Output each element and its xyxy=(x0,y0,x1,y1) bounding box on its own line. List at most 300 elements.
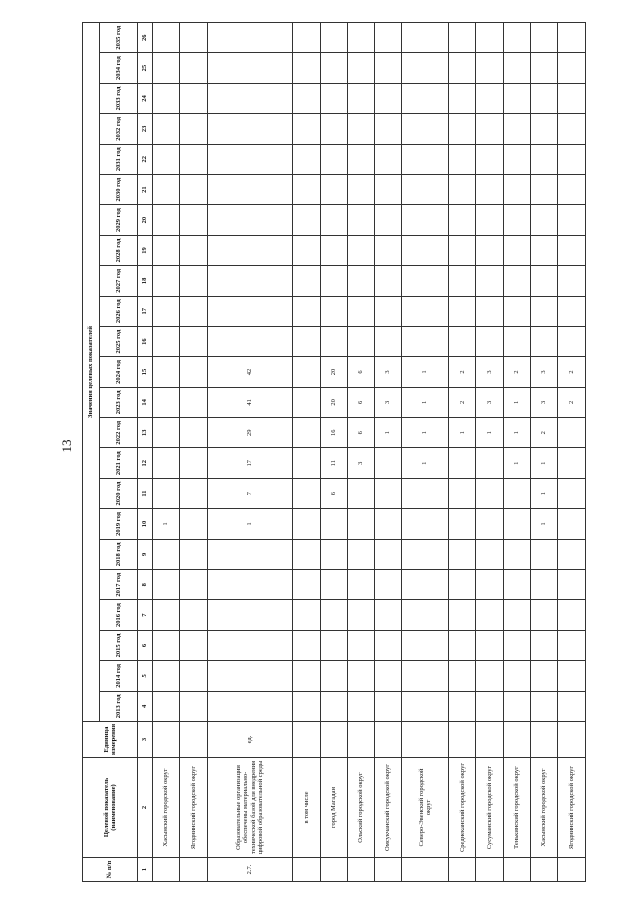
column-number: 23 xyxy=(138,114,153,144)
unit-cell xyxy=(402,722,449,758)
value-cell xyxy=(320,235,347,265)
column-number: 21 xyxy=(138,174,153,204)
indicator-name: Ольский городской округ xyxy=(347,758,374,858)
value-cell xyxy=(180,23,207,53)
value-cell xyxy=(375,661,402,691)
value-cell xyxy=(375,539,402,569)
value-cell xyxy=(207,570,293,600)
value-cell xyxy=(320,509,347,539)
value-cell xyxy=(320,83,347,113)
value-cell xyxy=(476,691,503,721)
value-cell xyxy=(558,205,585,235)
value-cell xyxy=(449,23,476,53)
value-cell xyxy=(207,266,293,296)
value-cell xyxy=(375,23,402,53)
value-cell xyxy=(180,205,207,235)
header-year: 2018 год xyxy=(100,539,138,569)
value-cell xyxy=(503,144,530,174)
value-cell xyxy=(180,357,207,387)
value-cell xyxy=(207,691,293,721)
value-cell xyxy=(476,114,503,144)
value-cell: 1 xyxy=(153,509,180,539)
value-cell: 1 xyxy=(207,509,293,539)
table-row xyxy=(449,23,476,882)
value-cell xyxy=(402,691,449,721)
value-cell xyxy=(558,53,585,83)
value-cell xyxy=(503,570,530,600)
value-cell xyxy=(293,661,320,691)
value-cell xyxy=(476,600,503,630)
value-cell xyxy=(503,630,530,660)
value-cell: 2 xyxy=(558,357,585,387)
value-cell xyxy=(476,326,503,356)
value-cell xyxy=(153,144,180,174)
value-cell xyxy=(449,509,476,539)
value-cell xyxy=(180,691,207,721)
value-cell xyxy=(153,478,180,508)
value-cell xyxy=(207,83,293,113)
value-cell xyxy=(293,174,320,204)
value-cell xyxy=(449,235,476,265)
value-cell xyxy=(558,235,585,265)
value-cell xyxy=(476,539,503,569)
column-number: 18 xyxy=(138,266,153,296)
value-cell xyxy=(375,174,402,204)
value-cell xyxy=(375,509,402,539)
value-cell xyxy=(503,661,530,691)
value-cell xyxy=(558,570,585,600)
value-cell: 29 xyxy=(207,418,293,448)
value-cell xyxy=(558,630,585,660)
value-cell xyxy=(375,326,402,356)
value-cell xyxy=(347,174,374,204)
value-cell xyxy=(347,539,374,569)
value-cell: 3 xyxy=(476,387,503,417)
table-row xyxy=(207,23,293,882)
value-cell xyxy=(449,83,476,113)
value-cell xyxy=(449,539,476,569)
indicator-name: город Магадан xyxy=(320,758,347,858)
column-number: 5 xyxy=(138,661,153,691)
value-cell xyxy=(180,174,207,204)
value-cell xyxy=(180,144,207,174)
unit-cell xyxy=(503,722,530,758)
value-cell xyxy=(530,144,557,174)
value-cell: 1 xyxy=(503,448,530,478)
value-cell xyxy=(402,539,449,569)
row-number xyxy=(153,858,180,882)
value-cell xyxy=(293,266,320,296)
value-cell xyxy=(449,114,476,144)
page-number: 13 xyxy=(59,439,74,453)
value-cell xyxy=(530,570,557,600)
value-cell xyxy=(153,53,180,83)
column-number: 10 xyxy=(138,509,153,539)
value-cell: 1 xyxy=(402,387,449,417)
value-cell xyxy=(320,661,347,691)
unit-cell xyxy=(375,722,402,758)
value-cell xyxy=(347,23,374,53)
table-row xyxy=(503,23,530,882)
indicator-name: Северо-Эвенский городской округ xyxy=(402,758,449,858)
indicator-name: Ягоднинский городской округ xyxy=(180,758,207,858)
column-number: 19 xyxy=(138,235,153,265)
row-number xyxy=(320,858,347,882)
value-cell xyxy=(320,266,347,296)
value-cell xyxy=(293,600,320,630)
column-number: 6 xyxy=(138,630,153,660)
value-cell: 3 xyxy=(375,387,402,417)
value-cell xyxy=(476,509,503,539)
indicator-name: Хасынский городской округ xyxy=(153,758,180,858)
value-cell xyxy=(558,691,585,721)
value-cell xyxy=(347,296,374,326)
value-cell xyxy=(293,235,320,265)
value-cell xyxy=(347,630,374,660)
value-cell: 3 xyxy=(530,357,557,387)
value-cell xyxy=(320,539,347,569)
header-year: 2033 год xyxy=(100,83,138,113)
value-cell xyxy=(375,478,402,508)
indicator-name: Сусуманский городской округ xyxy=(476,758,503,858)
column-number: 20 xyxy=(138,205,153,235)
value-cell: 7 xyxy=(207,478,293,508)
value-cell xyxy=(320,691,347,721)
value-cell xyxy=(293,53,320,83)
value-cell xyxy=(153,387,180,417)
value-cell: 42 xyxy=(207,357,293,387)
value-cell xyxy=(347,661,374,691)
value-cell xyxy=(530,600,557,630)
row-number xyxy=(449,858,476,882)
value-cell xyxy=(293,539,320,569)
value-cell xyxy=(530,691,557,721)
value-cell xyxy=(503,205,530,235)
value-cell xyxy=(530,174,557,204)
value-cell xyxy=(476,53,503,83)
row-number xyxy=(180,858,207,882)
value-cell xyxy=(402,83,449,113)
column-number: 4 xyxy=(138,691,153,721)
value-cell xyxy=(530,205,557,235)
value-cell xyxy=(347,691,374,721)
row-number xyxy=(476,858,503,882)
value-cell xyxy=(347,600,374,630)
header-year: 2028 год xyxy=(100,235,138,265)
value-cell xyxy=(347,266,374,296)
header-year: 2021 год xyxy=(100,448,138,478)
row-number xyxy=(347,858,374,882)
value-cell xyxy=(293,630,320,660)
header-year: 2014 год xyxy=(100,661,138,691)
value-cell: 20 xyxy=(320,357,347,387)
value-cell xyxy=(347,570,374,600)
value-cell: 17 xyxy=(207,448,293,478)
column-number: 12 xyxy=(138,448,153,478)
value-cell: 41 xyxy=(207,387,293,417)
value-cell: 1 xyxy=(530,478,557,508)
indicator-name: Омсукчанский городской округ xyxy=(375,758,402,858)
value-cell: 1 xyxy=(402,357,449,387)
value-cell xyxy=(153,570,180,600)
value-cell xyxy=(180,478,207,508)
value-cell xyxy=(153,326,180,356)
column-number: 11 xyxy=(138,478,153,508)
value-cell: 2 xyxy=(449,387,476,417)
value-cell xyxy=(558,296,585,326)
header-year: 2020 год xyxy=(100,478,138,508)
value-cell xyxy=(153,23,180,53)
value-cell xyxy=(293,23,320,53)
header-indicator: Целевой показатель (наименование) xyxy=(83,758,138,858)
value-cell xyxy=(476,630,503,660)
value-cell xyxy=(503,266,530,296)
value-cell: 6 xyxy=(347,418,374,448)
value-cell xyxy=(449,266,476,296)
value-cell xyxy=(530,661,557,691)
value-cell xyxy=(180,539,207,569)
value-cell xyxy=(207,661,293,691)
value-cell xyxy=(153,448,180,478)
value-cell xyxy=(347,509,374,539)
value-cell xyxy=(207,23,293,53)
value-cell: 16 xyxy=(320,418,347,448)
value-cell xyxy=(449,570,476,600)
value-cell: 1 xyxy=(503,387,530,417)
value-cell xyxy=(293,509,320,539)
value-cell xyxy=(347,83,374,113)
value-cell xyxy=(503,326,530,356)
unit-cell xyxy=(558,722,585,758)
value-cell: 2 xyxy=(530,418,557,448)
value-cell xyxy=(180,266,207,296)
unit-cell xyxy=(530,722,557,758)
unit-cell xyxy=(320,722,347,758)
column-number: 9 xyxy=(138,539,153,569)
value-cell xyxy=(375,144,402,174)
table-row xyxy=(375,23,402,882)
value-cell xyxy=(503,53,530,83)
value-cell xyxy=(207,296,293,326)
value-cell xyxy=(558,661,585,691)
value-cell xyxy=(375,296,402,326)
value-cell xyxy=(503,600,530,630)
value-cell xyxy=(449,600,476,630)
value-cell xyxy=(558,448,585,478)
value-cell xyxy=(449,630,476,660)
value-cell xyxy=(402,205,449,235)
value-cell xyxy=(558,144,585,174)
table-row xyxy=(476,23,503,882)
value-cell xyxy=(180,296,207,326)
value-cell xyxy=(153,539,180,569)
value-cell xyxy=(530,53,557,83)
column-number: 17 xyxy=(138,296,153,326)
value-cell xyxy=(347,205,374,235)
value-cell xyxy=(503,174,530,204)
column-number: 22 xyxy=(138,144,153,174)
value-cell xyxy=(476,266,503,296)
table-body xyxy=(153,23,586,882)
header-year: 2026 год xyxy=(100,296,138,326)
value-cell xyxy=(320,326,347,356)
value-cell xyxy=(153,174,180,204)
value-cell xyxy=(530,114,557,144)
value-cell xyxy=(153,235,180,265)
value-cell xyxy=(207,53,293,83)
value-cell xyxy=(153,357,180,387)
header-year: 2031 год xyxy=(100,144,138,174)
header-year: 2034 год xyxy=(100,53,138,83)
value-cell: 2 xyxy=(503,357,530,387)
unit-cell xyxy=(153,722,180,758)
table-row xyxy=(320,23,347,882)
value-cell xyxy=(402,478,449,508)
value-cell xyxy=(476,570,503,600)
value-cell: 6 xyxy=(347,357,374,387)
value-cell xyxy=(207,205,293,235)
value-cell xyxy=(293,570,320,600)
value-cell xyxy=(449,53,476,83)
value-cell xyxy=(180,570,207,600)
value-cell xyxy=(558,83,585,113)
value-cell xyxy=(375,53,402,83)
value-cell xyxy=(503,235,530,265)
value-cell xyxy=(375,448,402,478)
header-row-1 xyxy=(83,23,100,882)
column-number: 3 xyxy=(138,722,153,758)
value-cell xyxy=(347,326,374,356)
value-cell xyxy=(503,509,530,539)
table-row xyxy=(153,23,180,882)
value-cell xyxy=(402,326,449,356)
table-row xyxy=(293,23,320,882)
value-cell xyxy=(320,144,347,174)
value-cell xyxy=(320,570,347,600)
value-cell xyxy=(449,691,476,721)
indicator-name: Образовательные организации обеспечены материально-технической базой для внедрения цифровой образовательной среды xyxy=(207,758,293,858)
header-year: 2027 год xyxy=(100,266,138,296)
value-cell xyxy=(293,357,320,387)
value-cell xyxy=(530,266,557,296)
value-cell xyxy=(293,296,320,326)
rotated-table-container xyxy=(82,22,575,882)
value-cell: 2 xyxy=(558,387,585,417)
value-cell xyxy=(476,83,503,113)
value-cell xyxy=(558,539,585,569)
value-cell xyxy=(402,296,449,326)
value-cell xyxy=(375,570,402,600)
value-cell xyxy=(476,205,503,235)
value-cell xyxy=(153,83,180,113)
value-cell xyxy=(449,174,476,204)
value-cell: 20 xyxy=(320,387,347,417)
value-cell xyxy=(449,326,476,356)
value-cell xyxy=(320,630,347,660)
table-row xyxy=(402,23,449,882)
value-cell xyxy=(402,600,449,630)
value-cell xyxy=(375,205,402,235)
value-cell xyxy=(207,600,293,630)
value-cell xyxy=(503,691,530,721)
value-cell xyxy=(558,174,585,204)
column-number: 2 xyxy=(138,758,153,858)
value-cell: 1 xyxy=(530,509,557,539)
value-cell: 6 xyxy=(320,478,347,508)
value-cell xyxy=(503,296,530,326)
value-cell xyxy=(449,296,476,326)
row-number xyxy=(530,858,557,882)
value-cell: 3 xyxy=(347,448,374,478)
value-cell xyxy=(375,83,402,113)
value-cell: 3 xyxy=(476,357,503,387)
value-cell xyxy=(180,53,207,83)
value-cell xyxy=(180,630,207,660)
value-cell xyxy=(558,509,585,539)
unit-cell xyxy=(180,722,207,758)
value-cell xyxy=(402,23,449,53)
column-number: 24 xyxy=(138,83,153,113)
indicator-name: Хасынский городской округ xyxy=(530,758,557,858)
value-cell: 1 xyxy=(503,418,530,448)
value-cell xyxy=(320,205,347,235)
header-year: 2035 год xyxy=(100,23,138,53)
value-cell xyxy=(153,630,180,660)
value-cell xyxy=(320,53,347,83)
unit-cell: ед. xyxy=(207,722,293,758)
value-cell xyxy=(293,144,320,174)
header-values-group: Значения целевых показателей xyxy=(83,23,100,722)
value-cell xyxy=(153,691,180,721)
column-number: 26 xyxy=(138,23,153,53)
value-cell xyxy=(153,600,180,630)
value-cell xyxy=(503,114,530,144)
value-cell xyxy=(476,144,503,174)
value-cell: 2 xyxy=(449,357,476,387)
row-number xyxy=(375,858,402,882)
value-cell xyxy=(375,630,402,660)
value-cell: 1 xyxy=(530,448,557,478)
value-cell xyxy=(402,266,449,296)
value-cell xyxy=(558,114,585,144)
value-cell xyxy=(530,83,557,113)
value-cell xyxy=(503,478,530,508)
value-cell xyxy=(402,630,449,660)
value-cell xyxy=(476,478,503,508)
value-cell xyxy=(293,478,320,508)
value-cell xyxy=(530,23,557,53)
value-cell xyxy=(476,448,503,478)
value-cell: 1 xyxy=(449,418,476,448)
header-year: 2017 год xyxy=(100,570,138,600)
value-cell xyxy=(207,235,293,265)
header-year: 2030 год xyxy=(100,174,138,204)
value-cell xyxy=(293,205,320,235)
value-cell xyxy=(476,174,503,204)
value-cell xyxy=(558,266,585,296)
value-cell: 1 xyxy=(375,418,402,448)
value-cell xyxy=(320,174,347,204)
value-cell xyxy=(402,174,449,204)
value-cell xyxy=(402,661,449,691)
column-number: 13 xyxy=(138,418,153,448)
table-row xyxy=(180,23,207,882)
value-cell xyxy=(503,23,530,53)
value-cell xyxy=(180,661,207,691)
value-cell xyxy=(402,53,449,83)
value-cell xyxy=(293,691,320,721)
header-num: № п/п xyxy=(83,858,138,882)
